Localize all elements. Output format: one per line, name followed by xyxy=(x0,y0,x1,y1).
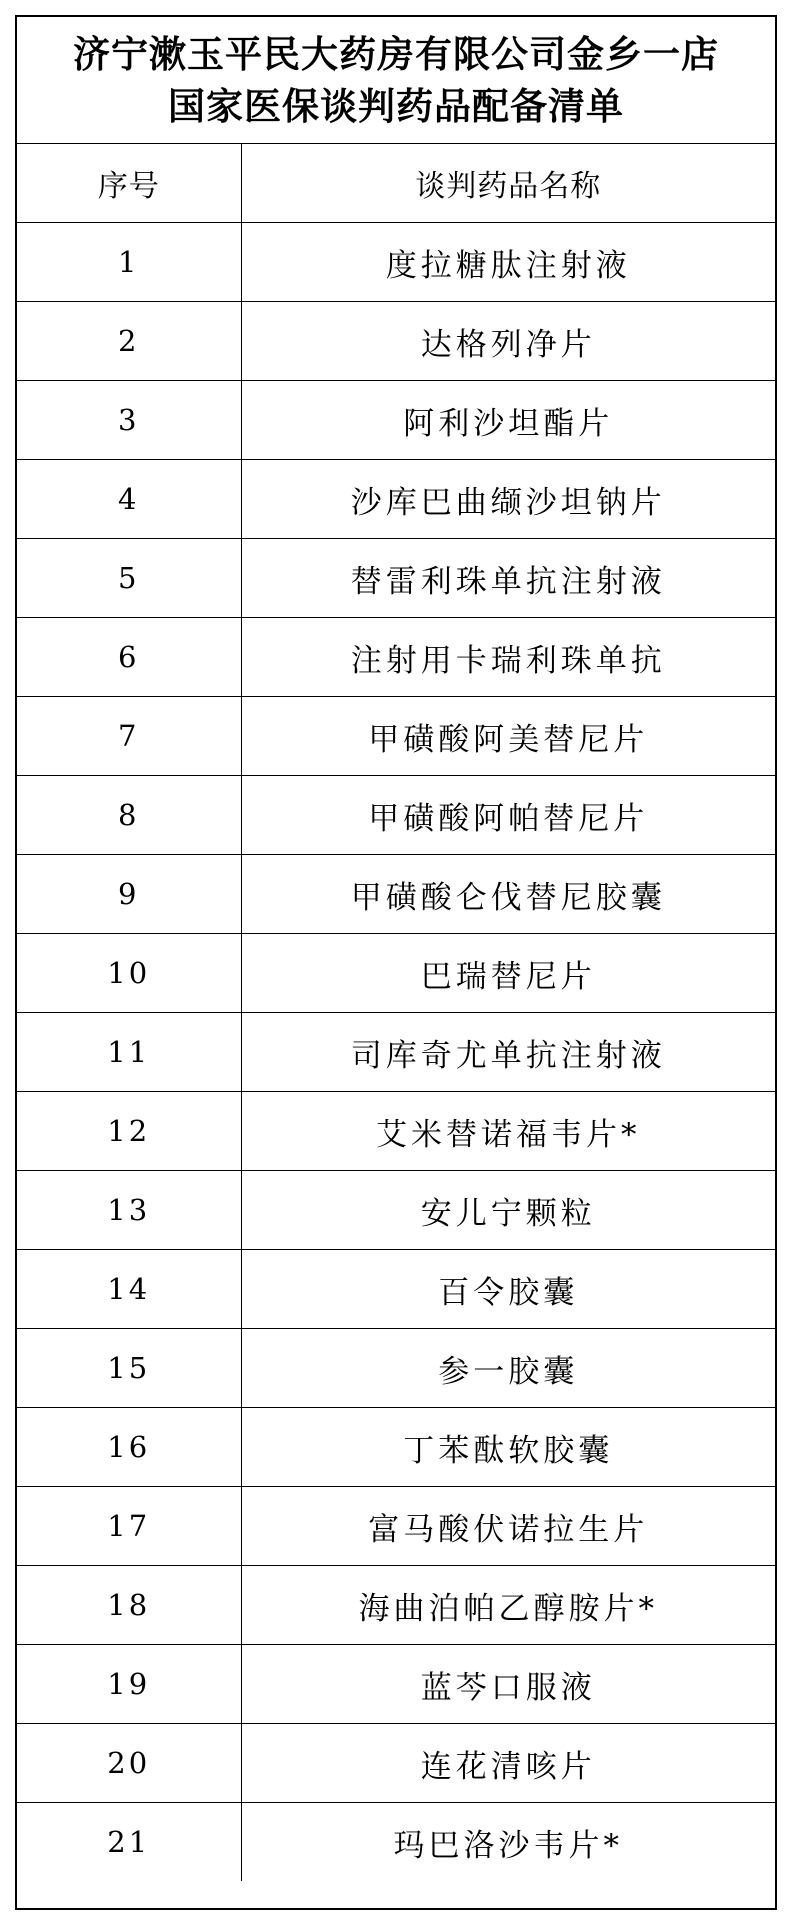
row-number: 5 xyxy=(17,539,241,618)
drug-name: 安儿宁颗粒 xyxy=(241,1171,775,1250)
row-number: 14 xyxy=(17,1250,241,1329)
table-row xyxy=(17,855,775,934)
drug-name: 海曲泊帕乙醇胺片* xyxy=(241,1566,775,1645)
row-number: 13 xyxy=(17,1171,241,1250)
row-number: 9 xyxy=(17,855,241,934)
drug-name: 富马酸伏诺拉生片 xyxy=(241,1487,775,1566)
drug-name: 甲磺酸阿美替尼片 xyxy=(241,697,775,776)
drug-name: 达格列净片 xyxy=(241,302,775,381)
drug-name: 甲磺酸仑伐替尼胶囊 xyxy=(241,855,775,934)
table-row xyxy=(17,1171,775,1250)
drug-name: 玛巴洛沙韦片* xyxy=(393,1827,623,1864)
table-row xyxy=(17,381,775,460)
drug-list-sheet xyxy=(15,15,777,1910)
table-row xyxy=(17,1487,775,1566)
table-row xyxy=(17,1724,775,1803)
row-number: 10 xyxy=(17,934,241,1013)
table-body xyxy=(17,223,775,1882)
drug-name: 丁苯酞软胶囊 xyxy=(241,1408,775,1487)
drug-name: 度拉糖肽注射液 xyxy=(241,223,775,302)
row-number: 19 xyxy=(17,1645,241,1724)
table-row xyxy=(17,302,775,381)
row-number: 16 xyxy=(17,1408,241,1487)
table-row xyxy=(17,1329,775,1408)
row-number: 20 xyxy=(17,1724,241,1803)
table-row xyxy=(17,460,775,539)
row-number: 1 xyxy=(17,223,241,302)
table-row xyxy=(17,1803,775,1882)
drug-name: 参一胶囊 xyxy=(241,1329,775,1408)
row-number: 7 xyxy=(17,697,241,776)
header-drug-name: 谈判药品名称 xyxy=(241,144,775,223)
drug-name: 替雷利珠单抗注射液 xyxy=(241,539,775,618)
row-number: 15 xyxy=(17,1329,241,1408)
row-number: 8 xyxy=(17,776,241,855)
header-row xyxy=(17,144,775,223)
drug-name: 连花清咳片 xyxy=(241,1724,775,1803)
drug-name: 艾米替诺福韦片* xyxy=(241,1092,775,1171)
row-number: 18 xyxy=(17,1566,241,1645)
title-line-1: 济宁漱玉平民大药房有限公司金乡一店 xyxy=(73,32,719,76)
title-line-2: 国家医保谈判药品配备清单 xyxy=(168,84,624,128)
table-row xyxy=(17,1250,775,1329)
drug-name: 甲磺酸阿帕替尼片 xyxy=(241,776,775,855)
row-number: 2 xyxy=(17,302,241,381)
drug-name: 注射用卡瑞利珠单抗 xyxy=(241,618,775,697)
drug-name: 司库奇尤单抗注射液 xyxy=(241,1013,775,1092)
drug-name: 阿利沙坦酯片 xyxy=(241,381,775,460)
drug-name: 百令胶囊 xyxy=(241,1250,775,1329)
table-row xyxy=(17,697,775,776)
drug-name: 蓝芩口服液 xyxy=(241,1645,775,1724)
table-row xyxy=(17,776,775,855)
row-number: 4 xyxy=(17,460,241,539)
drug-name: 巴瑞替尼片 xyxy=(241,934,775,1013)
drug-table xyxy=(17,144,775,1881)
row-number: 11 xyxy=(17,1013,241,1092)
title-block xyxy=(17,17,775,144)
table-row xyxy=(17,618,775,697)
table-row xyxy=(17,1408,775,1487)
row-number: 12 xyxy=(17,1092,241,1171)
header-number: 序号 xyxy=(17,144,241,223)
row-number: 3 xyxy=(17,381,241,460)
row-number: 6 xyxy=(17,618,241,697)
row-number: 21 xyxy=(17,1803,241,1882)
table-row xyxy=(17,1645,775,1724)
table-row xyxy=(17,539,775,618)
table-row xyxy=(17,1566,775,1645)
drug-name: 沙库巴曲缬沙坦钠片 xyxy=(241,460,775,539)
table-row xyxy=(17,223,775,302)
table-row xyxy=(17,934,775,1013)
table-row xyxy=(17,1092,775,1171)
table-row xyxy=(17,1013,775,1092)
row-number: 17 xyxy=(17,1487,241,1566)
